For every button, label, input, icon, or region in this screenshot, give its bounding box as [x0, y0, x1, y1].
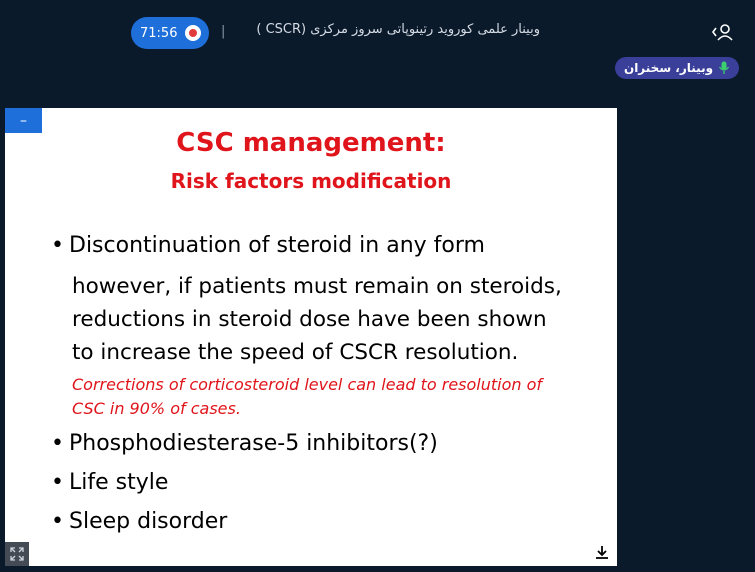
bullet-item — [51, 509, 227, 534]
slide-note — [72, 373, 592, 421]
title-separator: | — [221, 24, 226, 39]
bullet-glyph: • — [51, 233, 64, 258]
slide-title: CSC management: — [176, 128, 446, 158]
top-bar — [0, 0, 755, 105]
download-icon[interactable] — [594, 544, 610, 560]
speaker-badge-label: وبینار، سخنران — [623, 61, 714, 75]
mic-icon — [718, 61, 730, 75]
paragraph-line: reductions in steroid dose have been shown — [72, 307, 547, 332]
slide-subtitle: Risk factors modification — [170, 169, 452, 193]
presentation-slide — [5, 108, 617, 566]
note-line: Corrections of corticosteroid level can lead to resolution of — [72, 375, 543, 394]
bullet-text: Life style — [69, 470, 169, 495]
bullet-item — [51, 470, 168, 495]
recording-timer-button[interactable] — [131, 17, 209, 49]
bullet-paragraph — [72, 270, 592, 369]
bullet-text: Phosphodiesterase-5 inhibitors(?) — [69, 431, 438, 456]
timer-text: 71:56 — [140, 25, 178, 41]
record-icon — [185, 25, 201, 41]
room-title: وبینار علمی کوروید رتینوپاتی سروز مرکزی (CSCR ) — [256, 22, 540, 37]
bullet-item — [51, 431, 438, 456]
note-line: CSC in 90% of cases. — [72, 399, 241, 418]
bullet-text: Sleep disorder — [69, 509, 228, 534]
paragraph-line: however, if patients must remain on steroids, — [72, 274, 562, 299]
bullet-item — [51, 233, 485, 258]
user-menu-button[interactable] — [708, 20, 736, 44]
bullet-glyph: • — [51, 470, 64, 495]
expand-icon — [10, 547, 24, 561]
bullet-glyph: • — [51, 509, 64, 534]
user-icon — [711, 23, 733, 41]
minimize-button[interactable]: – — [5, 108, 42, 133]
paragraph-line: to increase the speed of CSCR resolution. — [72, 340, 519, 365]
speaker-badge[interactable] — [615, 57, 739, 79]
bullet-text: Discontinuation of steroid in any form — [69, 233, 485, 258]
fullscreen-button[interactable] — [5, 542, 29, 566]
bullet-glyph: • — [51, 431, 64, 456]
